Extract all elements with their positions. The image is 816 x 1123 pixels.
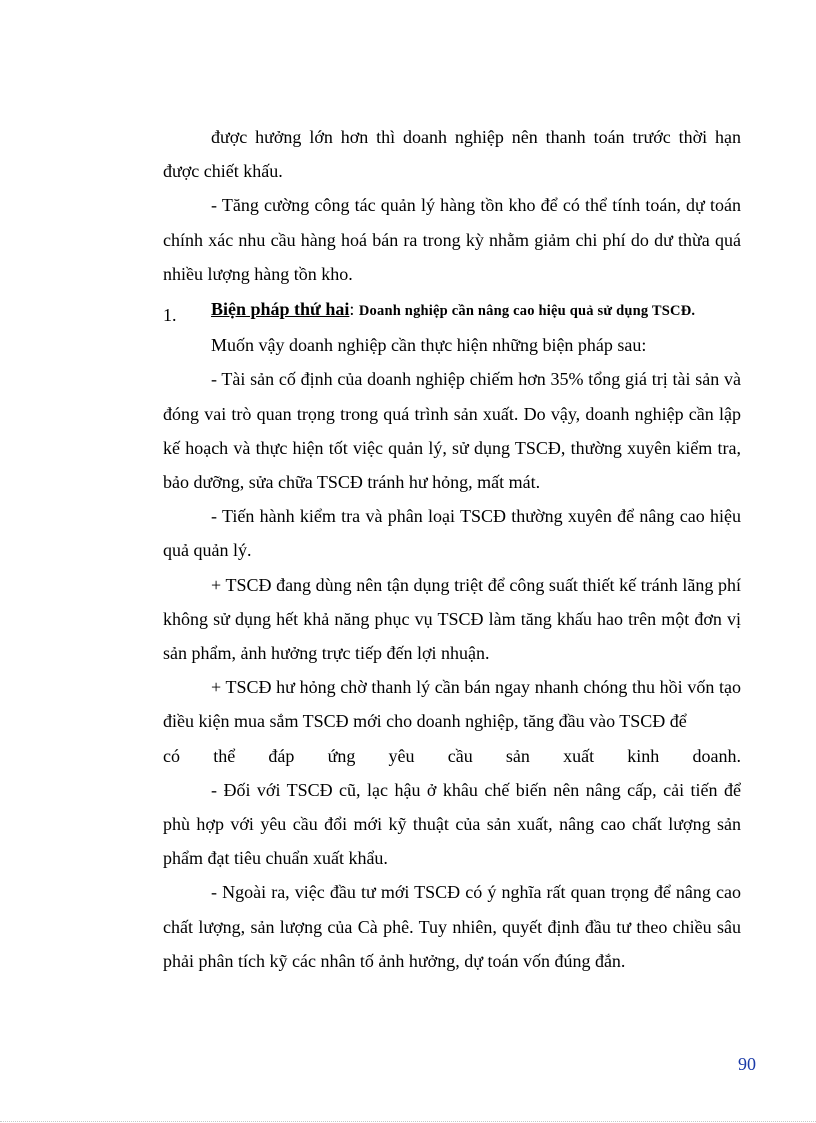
paragraph-fixed-assets-share: - Tài sản cố định của doanh nghiệp chiếm hơn 35% tổng giá trị tài sản và đóng vai trò quan trọng trong quá trình sản xuất. Do vậy, doanh nghiệp cần lập kế hoạch và thực hiện tốt việc quản lý, sử dụng TSCĐ, thường xuyên kiểm tra, bảo dưỡng, sửa chữa TSCĐ tránh hư hỏng, mất mát. <box>163 369 742 493</box>
paragraph-damaged-assets-end: có thể đáp ứng yêu cầu sản xuất kinh doanh. <box>163 745 741 766</box>
paragraph-asset-classification: - Tiến hành kiểm tra và phân loại TSCĐ thường xuyên để nâng cao hiệu quả quản lý. <box>163 506 741 561</box>
heading-number: 1. <box>163 305 177 326</box>
document-body <box>163 120 741 978</box>
paragraph-old-assets: - Đối với TSCĐ cũ, lạc hậu ở khâu chế biến nên nâng cấp, cải tiến để phù hợp với yêu cầu đổi mới kỹ thuật của sản xuất, nâng cao chất lượng sản phẩm đạt tiêu chuẩn xuất khẩu. <box>163 779 741 869</box>
heading-text: Doanh nghiệp cần nâng cao hiệu quả sử dụng TSCĐ. <box>358 303 696 320</box>
paragraph-damaged-assets: + TSCĐ hư hỏng chờ thanh lý cần bán ngay nhanh chóng thu hồi vốn tạo điều kiện mua sắm TSCĐ mới cho doanh nghiệp, tăng đầu vào TSCĐ để <box>163 677 742 732</box>
heading-label: Biện pháp thứ hai <box>211 299 350 320</box>
footer-divider <box>0 1121 816 1122</box>
paragraph-measures-intro: Muốn vậy doanh nghiệp cần thực hiện những biện pháp sau: <box>211 335 647 356</box>
paragraph-discount-payment: được hưởng lớn hơn thì doanh nghiệp nên thanh toán trước thời hạn được chiết khấu. <box>163 127 741 182</box>
page-number: 90 <box>738 1054 756 1074</box>
section-heading: 1. Biện pháp thứ hai: Doanh nghiệp cần nâng cao hiệu quả sử dụng TSCĐ. <box>163 292 741 328</box>
paragraph-assets-in-use: + TSCĐ đang dùng nên tận dụng triệt để công suất thiết kế tránh lãng phí không sử dụng hết khả năng phục vụ TSCĐ làm tăng khấu hao trên một đơn vị sản phẩm, ảnh hưởng trực tiếp đến lợi nhuận. <box>163 574 741 664</box>
paragraph-new-investment: - Ngoài ra, việc đầu tư mới TSCĐ có ý nghĩa rất quan trọng để nâng cao chất lượng, sản lượng của Cà phê. Tuy nhiên, quyết định đầu tư theo chiều sâu phải phân tích kỹ các nhân tố ảnh hưởng, dự toán vốn đúng đắn. <box>163 882 742 971</box>
paragraph-inventory-management: - Tăng cường công tác quản lý hàng tồn kho để có thể tính toán, dự toán chính xác nhu cầu hàng hoá bán ra trong kỳ nhằm giảm chi phí do dư thừa quá nhiều lượng hàng tồn kho. <box>163 195 741 284</box>
